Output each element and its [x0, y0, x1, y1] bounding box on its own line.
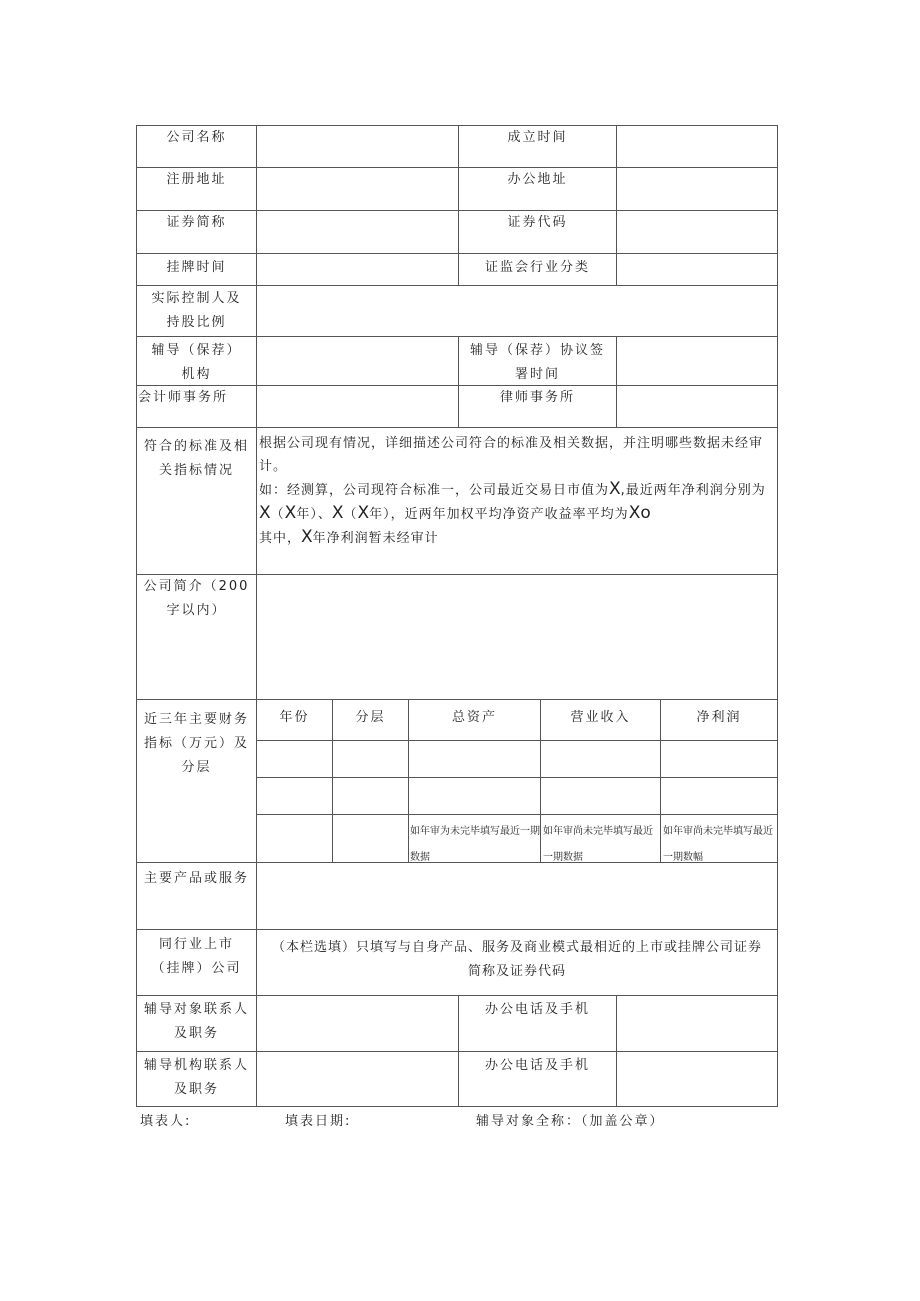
- products-field[interactable]: [256, 862, 778, 930]
- products-label: 主要产品或服务: [136, 862, 257, 930]
- financials-label: 近三年主要财务指标（万元）及分层: [136, 699, 257, 863]
- standards-line-4: 其中，X年净利润暂未经审计: [259, 527, 439, 547]
- security-abbr-field[interactable]: [256, 210, 459, 254]
- registered-address-label: 注册地址: [136, 167, 257, 211]
- law-firm-field[interactable]: [616, 385, 778, 428]
- controller-label: 实际控制人及持股比例: [136, 285, 257, 337]
- fin-r3-revenue-note[interactable]: 如年审尚未完毕填写最近一期数据: [540, 814, 661, 863]
- fin-r1-profit[interactable]: [660, 740, 778, 778]
- security-code-label: 证券代码: [458, 210, 617, 254]
- standards-note[interactable]: [256, 427, 778, 575]
- peers-label: 同行业上市（挂牌）公司: [136, 929, 257, 996]
- listing-time-label: 挂牌时间: [136, 253, 257, 286]
- office-address-label: 办公地址: [458, 167, 617, 211]
- fin-r1-assets[interactable]: [408, 740, 541, 778]
- standards-label: 符合的标准及相关指标情况: [136, 427, 257, 575]
- phone2-label: 办公电话及手机: [458, 1051, 617, 1107]
- registered-address-field[interactable]: [256, 167, 459, 211]
- fin-r2-tier[interactable]: [332, 777, 409, 815]
- fin-r2-year[interactable]: [256, 777, 333, 815]
- fin-r3-tier[interactable]: [332, 814, 409, 863]
- sponsor-field[interactable]: [256, 336, 459, 386]
- fin-r1-revenue[interactable]: [540, 740, 661, 778]
- profile-label: 公司简介（200字以内）: [136, 574, 257, 700]
- registration-form: [136, 125, 778, 1107]
- fin-header-profit: 净利润: [660, 699, 778, 741]
- footer-filler: 填表人:: [140, 1114, 192, 1129]
- accounting-firm-label: 会计师事务所: [136, 385, 257, 428]
- agreement-time-label: 辅导（保荐）协议签署时间: [458, 336, 617, 386]
- fin-r2-revenue[interactable]: [540, 777, 661, 815]
- established-field[interactable]: [616, 125, 778, 168]
- fin-header-revenue: 营业收入: [540, 699, 661, 741]
- law-firm-label: 律师事务所: [458, 385, 617, 428]
- agreement-time-field[interactable]: [616, 336, 778, 386]
- established-label: 成立时间: [458, 125, 617, 168]
- fin-r2-profit[interactable]: [660, 777, 778, 815]
- sponsor-label: 辅导（保荐）机构: [136, 336, 257, 386]
- agency-contact-field[interactable]: [256, 1051, 459, 1107]
- footer-full-name: 辅导对象全称：（加盖公章）: [476, 1114, 665, 1129]
- fin-r1-year[interactable]: [256, 740, 333, 778]
- csrc-industry-label: 证监会行业分类: [458, 253, 617, 286]
- company-name-field[interactable]: [256, 125, 459, 168]
- fin-r3-assets-note[interactable]: 如年审为未完毕填写最近一期数据: [408, 814, 541, 863]
- fin-r1-tier[interactable]: [332, 740, 409, 778]
- office-address-field[interactable]: [616, 167, 778, 211]
- controller-field[interactable]: [256, 285, 778, 337]
- standards-line-1: 根据公司现有情况，详细描述公司符合的标准及相关数据，并注明哪些数据未经审计。: [259, 436, 764, 474]
- target-contact-label: 辅导对象联系人及职务: [136, 995, 257, 1052]
- fin-header-year: 年份: [256, 699, 333, 741]
- agency-contact-label: 辅导机构联系人及职务: [136, 1051, 257, 1107]
- phone2-field[interactable]: [616, 1051, 778, 1107]
- fin-r3-year[interactable]: [256, 814, 333, 863]
- csrc-industry-field[interactable]: [616, 253, 778, 286]
- fin-header-assets: 总资产: [408, 699, 541, 741]
- security-code-field[interactable]: [616, 210, 778, 254]
- profile-field[interactable]: [256, 574, 778, 700]
- fin-header-tier: 分层: [332, 699, 409, 741]
- accounting-firm-field[interactable]: [256, 385, 459, 428]
- standards-line-3: X（X年）、X（X年），近两年加权平均净资产收益率平均为Xo: [259, 503, 651, 523]
- target-contact-field[interactable]: [256, 995, 459, 1052]
- peers-note[interactable]: （本栏选填）只填写与自身产品、服务及商业模式最相近的上市或挂牌公司证券简称及证券代码: [256, 929, 778, 996]
- phone1-label: 办公电话及手机: [458, 995, 617, 1052]
- fin-r3-profit-note[interactable]: 如年审尚未完毕填写最近一期数幅: [660, 814, 778, 863]
- standards-line-2: 如：经测算，公司现符合标准一，公司最近交易日市值为X,最近两年净利润分别为: [259, 479, 766, 499]
- security-abbr-label: 证券简称: [136, 210, 257, 254]
- phone1-field[interactable]: [616, 995, 778, 1052]
- fin-r2-assets[interactable]: [408, 777, 541, 815]
- company-name-label: 公司名称: [136, 125, 257, 168]
- footer-date: 填表日期:: [285, 1114, 352, 1129]
- listing-time-field[interactable]: [256, 253, 459, 286]
